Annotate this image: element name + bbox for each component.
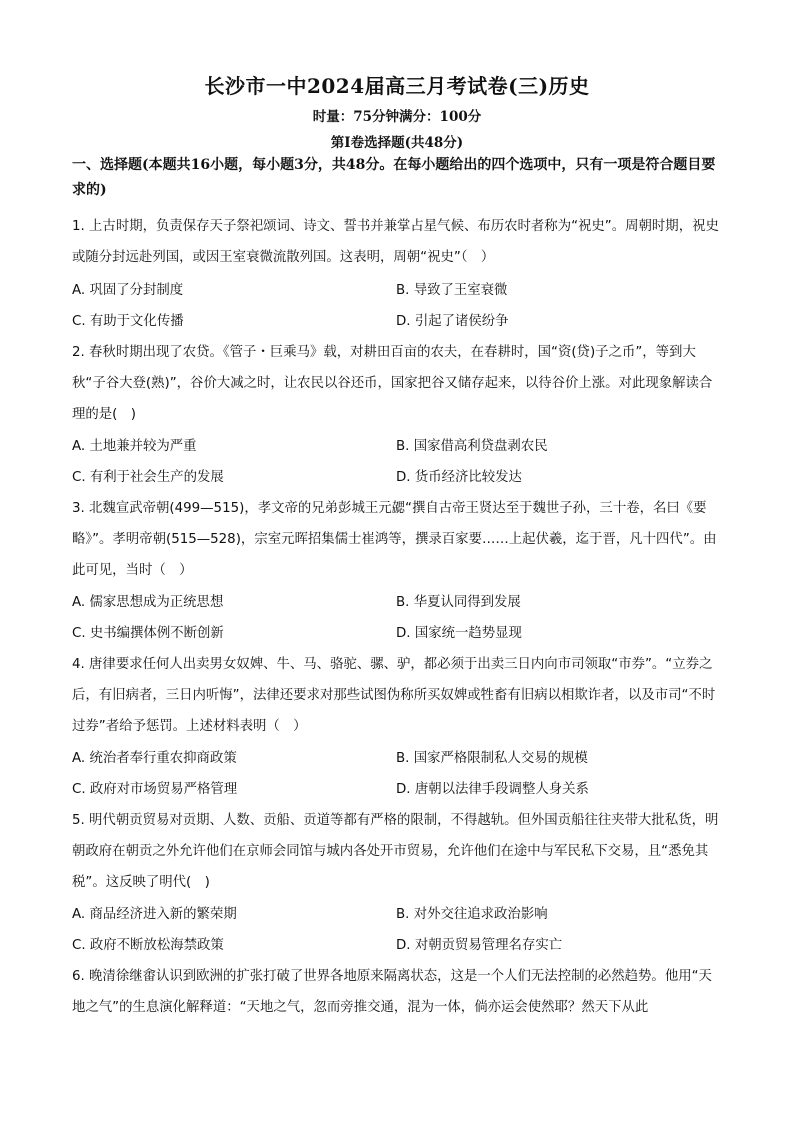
question-5-option-d: D. 对朝贡贸易管理名存实亡: [396, 938, 563, 953]
question-1-stem: 1. 上古时期，负责保存天子祭祀颂词、诗文、誓书并兼掌占星气候、布历农时者称为“祝史”。周朝时期，祝史或随分封远赴列国，或因王室衰微流散列国。这表明，周朝“祝史”（ ）: [72, 219, 719, 265]
question-5-stem: 5. 明代朝贡贸易对贡期、人数、贡船、贡道等都有严格的限制，不得越轨。但外国贡船往往夹带大批私货，明朝政府在朝贡之外允许他们在京师会同馆与城内各处开市贸易，允许他们在途中与军民私下交易，且“悉免其税”。这反映了明代( ): [72, 813, 719, 890]
question-5-option-a: A. 商品经济进入新的繁荣期: [72, 907, 237, 922]
question-2-stem: 2. 春秋时期出现了农贷。《管子・巨乘马》载，对耕田百亩的农夫，在春耕时，国“资(贷)子之币”，等到大秋“子谷大登(熟)”，谷价大减之时，让农民以谷还币，国家把谷又储存起来，以待谷价上涨。对此现象解读合理的是( ): [72, 345, 713, 422]
question-1-option-c: C. 有助于文化传播: [72, 314, 184, 329]
question-3-option-a: A. 儒家思想成为正统思想: [72, 595, 224, 610]
volume-title: 第Ⅰ卷选择题(共48分): [330, 135, 464, 151]
question-3-stem: 3. 北魏宣武帝朝(499—515)，孝文帝的兄弟彭城王元勰“撰自古帝王贤达至于魏世子孙，三十卷，名曰《要略》”。孝明帝朝(515—528)，宗室元晖招集儒士崔鸿等，撰录百家要……上起伏羲，迄于晋，凡十四代”。由此可见，当时（ ）: [72, 501, 717, 578]
question-3-option-d: D. 国家统一趋势显现: [396, 626, 522, 641]
question-2-option-d: D. 货币经济比较发达: [396, 470, 522, 485]
section-heading: 一、选择题(本题共16小题，每小题3分，共48分。在每小题给出的四个选项中，只有一项是符合题目要求的): [72, 157, 716, 198]
question-1-option-a: A. 巩固了分封制度: [72, 283, 184, 298]
question-4-option-b: B. 国家严格限制私人交易的规模: [396, 751, 588, 766]
question-6-stem: 6. 晚清徐继畬认识到欧洲的扩张打破了世界各地原来隔离状态，这是一个人们无法控制的必然趋势。他用“天地之气”的生息演化解释道：“天地之气，忽而旁推交通，混为一体，倘亦运会使然耶？然天下从此: [72, 969, 712, 1015]
question-1-option-d: D. 引起了诸侯纷争: [396, 314, 509, 329]
question-4-option-c: C. 政府对市场贸易严格管理: [72, 782, 238, 797]
question-3-option-c: C. 史书编撰体例不断创新: [72, 626, 224, 641]
question-4-option-a: A. 统治者奉行重农抑商政策: [72, 751, 237, 766]
question-1-option-b: B. 导致了王室衰微: [396, 283, 508, 298]
question-4-stem: 4. 唐律要求任何人出卖男女奴婢、牛、马、骆驼、骡、驴，都必须于出卖三日内向市司领取“市券”。“立券之后，有旧病者，三日内听悔”，法律还要求对那些试图伪称所买奴婢或牲畜有旧病以相欺诈者，以及市司“不时过券”者给予惩罚。上述材料表明（ ）: [72, 657, 716, 734]
exam-info: 时量：75分钟满分：100分: [312, 109, 482, 125]
question-2-option-b: B. 国家借高利贷盘剥农民: [396, 439, 548, 454]
question-5-option-c: C. 政府不断放松海禁政策: [72, 938, 224, 953]
question-3-option-b: B. 华夏认同得到发展: [396, 595, 521, 610]
question-5-option-b: B. 对外交往追求政治影响: [396, 907, 548, 922]
question-2-option-c: C. 有利于社会生产的发展: [72, 470, 224, 485]
exam-title: 长沙市一中2024届高三月考试卷(三)历史: [204, 74, 590, 98]
question-2-option-a: A. 土地兼并较为严重: [72, 439, 197, 454]
question-4-option-d: D. 唐朝以法律手段调整人身关系: [396, 782, 589, 797]
